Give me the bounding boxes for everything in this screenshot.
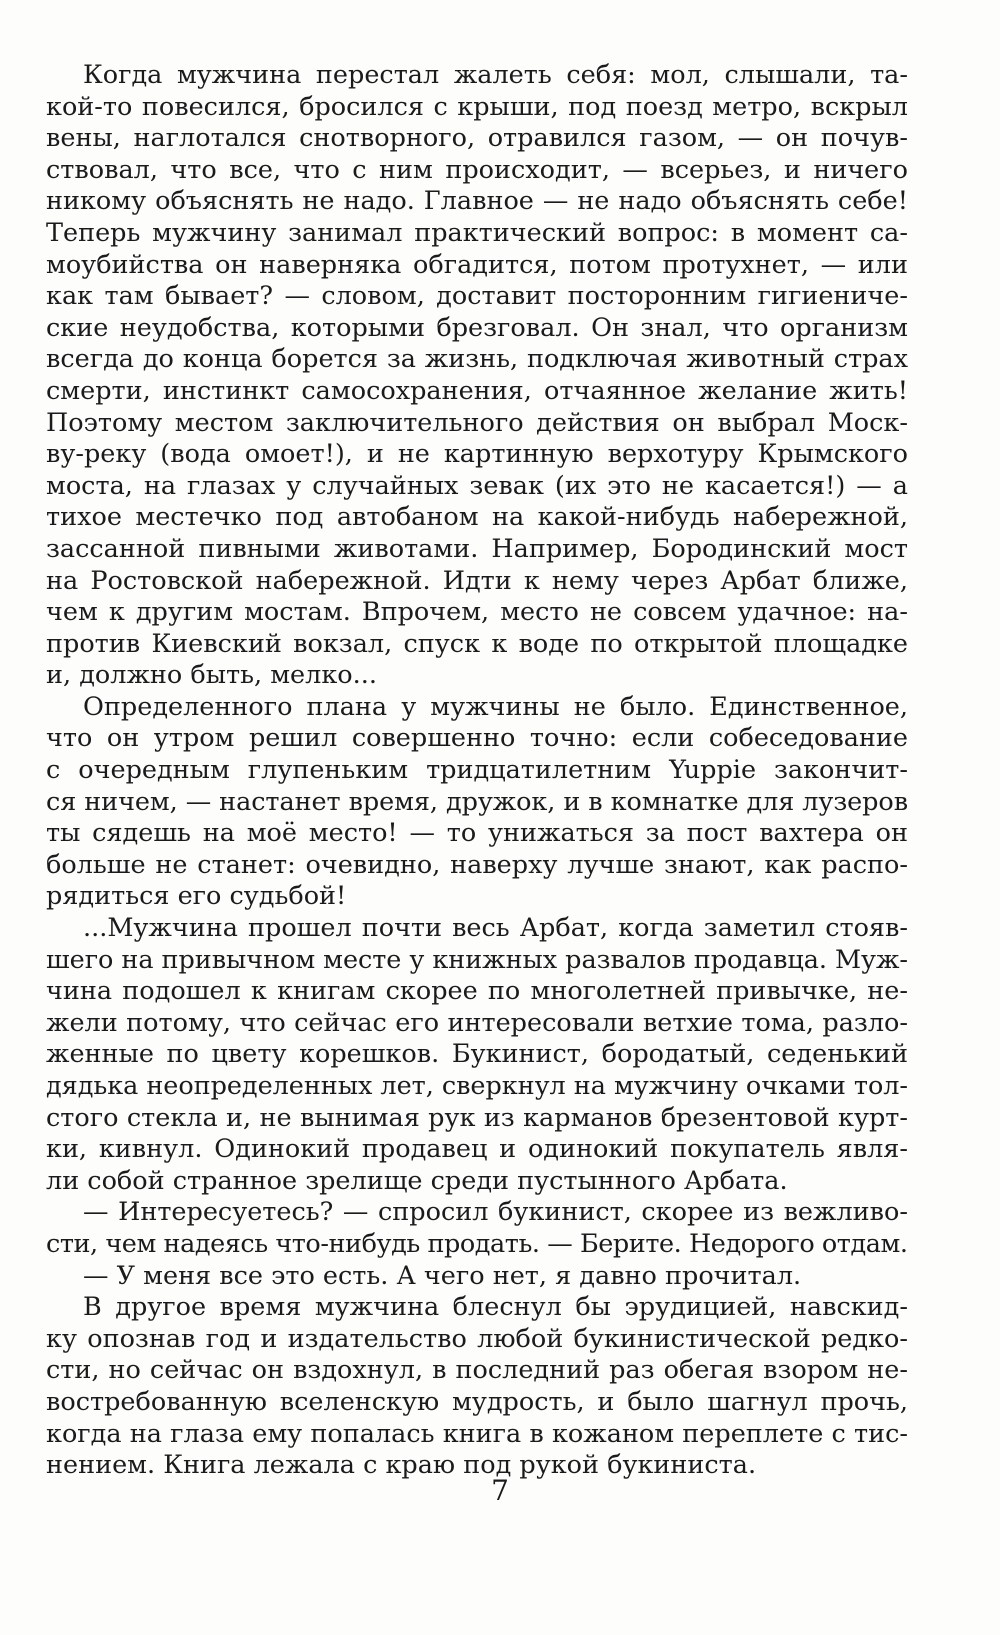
text-line: моста, на глазах у случайных зевак (их это не касается!) — а [46,470,908,501]
text-line: моубийства он наверняка обгадится, потом протухнет, — или [46,249,908,280]
text-line: чина подошел к книгам скорее по многолетней привычке, не- [46,976,908,1007]
text-line: Определенного плана у мужчины не было. Единственное, [83,691,908,722]
paragraph [46,60,908,692]
text-line: Когда мужчина перестал жалеть себя: мол, слышали, та- [83,60,908,90]
text-line: жели потому, что сейчас его интересовали ветхие тома, разло- [46,1007,908,1038]
paragraph [46,913,908,1197]
text-line: рядиться его судьбой! [46,881,347,912]
text-line: всегда до конца борется за жизнь, подключая животный страх [46,344,908,375]
text-line: В другое время мужчина блеснул бы эрудицией, навскид- [83,1292,908,1323]
paragraph [46,1292,908,1482]
text-line: нением. Книга лежала с краю под рукой букиниста. [46,1450,757,1481]
text-line: ку опознав год и издательство любой букинистической редко- [46,1323,908,1354]
paragraph [46,692,908,913]
text-line: ву-реку (вода омоет!), и не картинную верхотуру Крымского [46,439,908,470]
text-line: ки, кивнул. Одинокий продавец и одинокий покупатель явля- [46,1134,908,1165]
text-line: ты сядешь на моё место! — то унижаться за пост вахтера он [46,818,908,849]
text-line: больше не станет: очевидно, наверху лучше знают, как распо- [46,849,908,880]
text-line: как там бывает? — словом, доставит посторонним гигиениче- [46,281,908,312]
paragraph [46,1197,908,1260]
paragraph [46,1261,908,1293]
text-line: сти, чем надеясь что-нибудь продать. — Берите. Недорого отдам. [46,1228,908,1259]
text-line: с очередным глупеньким тридцатилетним Yuppie закончит- [46,755,908,786]
text-line: ли собой странное зрелище среди пустынного Арбата. [46,1165,788,1196]
text-line: зассанной пивными животами. Например, Бородинский мост [46,533,908,564]
text-line: тихое местечко под автобаном на какой-нибудь набережной, [46,502,908,533]
text-line: когда на глаза ему попалась книга в кожаном переплете с тис- [46,1418,908,1449]
text-line: против Киевский вокзал, спуск к воде по открытой площадке [46,628,908,659]
text-line: — У меня все это есть. А чего нет, я давно прочитал. [83,1260,802,1291]
text-line: на Ростовской набережной. Идти к нему через Арбат ближе, [46,565,908,596]
text-line: женные по цвету корешков. Букинист, бородатый, седенький [46,1039,908,1070]
text-line: ся ничем, — настанет время, дружок, и в комнатке для лузеров [46,786,908,817]
text-line: дядька неопределенных лет, сверкнул на мужчину очками тол- [46,1071,908,1101]
text-line: никому объяснять не надо. Главное — не надо объяснять себе! [46,186,908,217]
text-line: востребованную вселенскую мудрость, и было шагнул прочь, [46,1386,908,1417]
body-text [46,60,908,1482]
text-line: вены, наглотался снотворного, отравился газом, — он почув- [46,123,908,154]
text-line: — Интересуетесь? — спросил букинист, скорее из вежливо- [83,1197,908,1228]
text-line: чем к другим мостам. Впрочем, место не совсем удачное: на- [46,597,908,628]
text-line: что он утром решил совершенно точно: если собеседование [46,723,908,754]
text-line: ствовал, что все, что с ним происходит, — всерьез, и ничего [46,154,908,185]
text-line: сти, но сейчас он вздохнул, в последний раз обегая взором не- [46,1355,908,1386]
text-line: шего на привычном месте у книжных развалов продавца. Муж- [46,944,908,975]
text-line: Поэтому местом заключительного действия он выбрал Моск- [46,407,908,438]
text-line: ские неудобства, которыми брезговал. Он знал, что организм [46,312,908,343]
text-line: и, должно быть, мелко... [46,660,377,691]
text-line: Теперь мужчину занимал практический вопрос: в момент са- [46,217,908,248]
text-line: смерти, инстинкт самосохранения, отчаянное желание жить! [46,375,908,406]
text-line: кой-то повесился, бросился с крыши, под поезд метро, вскрыл [46,91,908,122]
page-number: 7 [491,1474,509,1507]
text-line: стого стекла и, не вынимая рук из карманов брезентовой курт- [46,1102,908,1133]
text-line: ...Мужчина прошел почти весь Арбат, когда заметил стояв- [83,913,908,944]
